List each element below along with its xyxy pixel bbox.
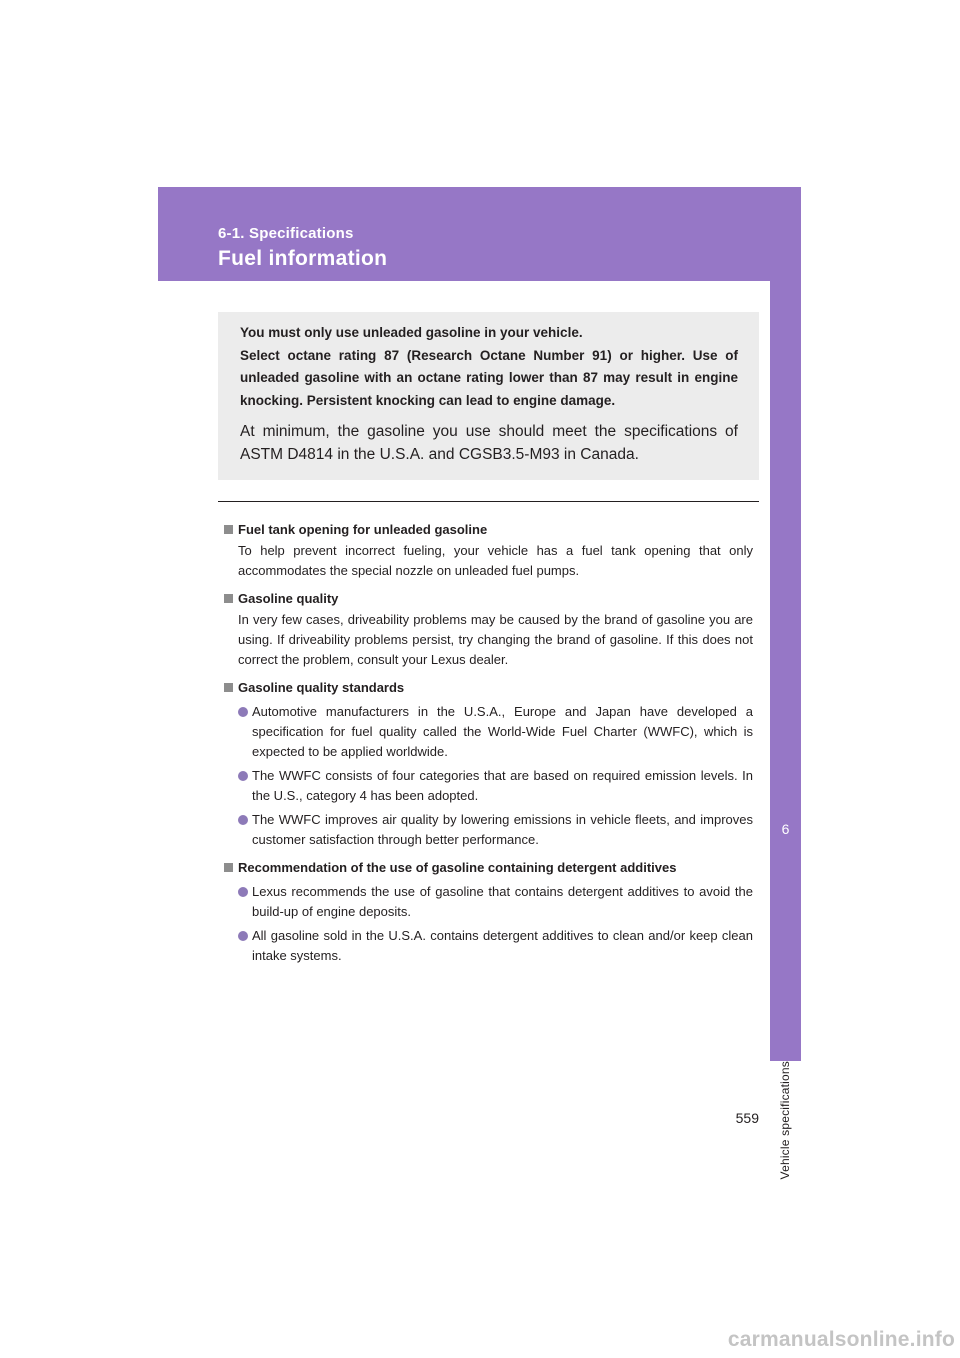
section-heading <box>224 520 753 540</box>
section-text: In very few cases, driveability problems may be caused by the brand of gasoline you are using. If driveability problems persist, try changing the brand of gasoline. If this does not correct the problem, consult your Lexus dealer. <box>238 612 753 667</box>
intro-normal-text: At minimum, the gasoline you use should meet the specifications of ASTM D4814 in the U.S.A. and CGSB3.5-M93 in Canada. <box>240 423 738 463</box>
circle-bullet-icon <box>238 771 248 781</box>
chapter-side-tab[interactable] <box>770 281 801 1061</box>
circle-bullet-icon <box>238 707 248 717</box>
section-heading <box>224 858 753 878</box>
section-heading <box>224 589 753 609</box>
section-heading-text: Recommendation of the use of gasoline containing detergent additives <box>238 860 677 875</box>
square-bullet-icon <box>224 525 233 534</box>
chapter-header-bar <box>158 187 801 281</box>
page-number: 559 <box>735 1110 759 1126</box>
section-heading-text: Fuel tank opening for unleaded gasoline <box>238 522 488 537</box>
list-item-text: Automotive manufacturers in the U.S.A., Europe and Japan have developed a specification for fuel quality called the World-Wide Fuel Charter (WWFC), which is expected to be applied worldwide. <box>252 704 753 759</box>
section-heading <box>224 678 753 698</box>
main-content <box>224 520 753 966</box>
watermark: carmanualsonline.info <box>727 1328 955 1351</box>
list-item-text: All gasoline sold in the U.S.A. contains detergent additives to clean and/or keep clean intake systems. <box>252 928 753 963</box>
list-item-text: Lexus recommends the use of gasoline that contains detergent additives to avoid the build-up of engine deposits. <box>252 884 753 919</box>
intro-bold-line: Select octane rating 87 (Research Octane Number 91) or higher. Use of unleaded gasoline with an octane rating lower than 87 may result in engine knocking. Persistent knocking can lead to engine damage. <box>240 347 738 408</box>
intro-box <box>218 312 759 480</box>
list-item <box>224 882 753 922</box>
chapter-label: Vehicle specifications <box>778 1061 792 1180</box>
section-heading-text: Gasoline quality standards <box>238 680 405 695</box>
list-item <box>224 702 753 762</box>
square-bullet-icon <box>224 683 233 692</box>
circle-bullet-icon <box>238 815 248 825</box>
circle-bullet-icon <box>238 931 248 941</box>
page-title: Fuel information <box>218 247 388 270</box>
section-heading-text: Gasoline quality <box>238 591 339 606</box>
square-bullet-icon <box>224 594 233 603</box>
list-item <box>224 766 753 806</box>
divider-rule <box>218 501 759 502</box>
intro-bold-line: You must only use unleaded gasoline in your vehicle. <box>240 325 583 340</box>
list-item <box>224 926 753 966</box>
list-item-text: The WWFC consists of four categories that are based on required emission levels. In the U.S., category 4 has been adopted. <box>252 768 753 803</box>
chapter-number: 6 <box>781 821 790 837</box>
circle-bullet-icon <box>238 887 248 897</box>
intro-bold-text <box>240 322 738 412</box>
section-text: To help prevent incorrect fueling, your vehicle has a fuel tank opening that only accommodates the special nozzle on unleaded fuel pumps. <box>238 543 753 578</box>
list-item <box>224 810 753 850</box>
square-bullet-icon <box>224 863 233 872</box>
list-item-text: The WWFC improves air quality by lowering emissions in vehicle fleets, and improves customer satisfaction through better performance. <box>252 812 753 847</box>
section-label: 6-1. Specifications <box>218 225 354 242</box>
